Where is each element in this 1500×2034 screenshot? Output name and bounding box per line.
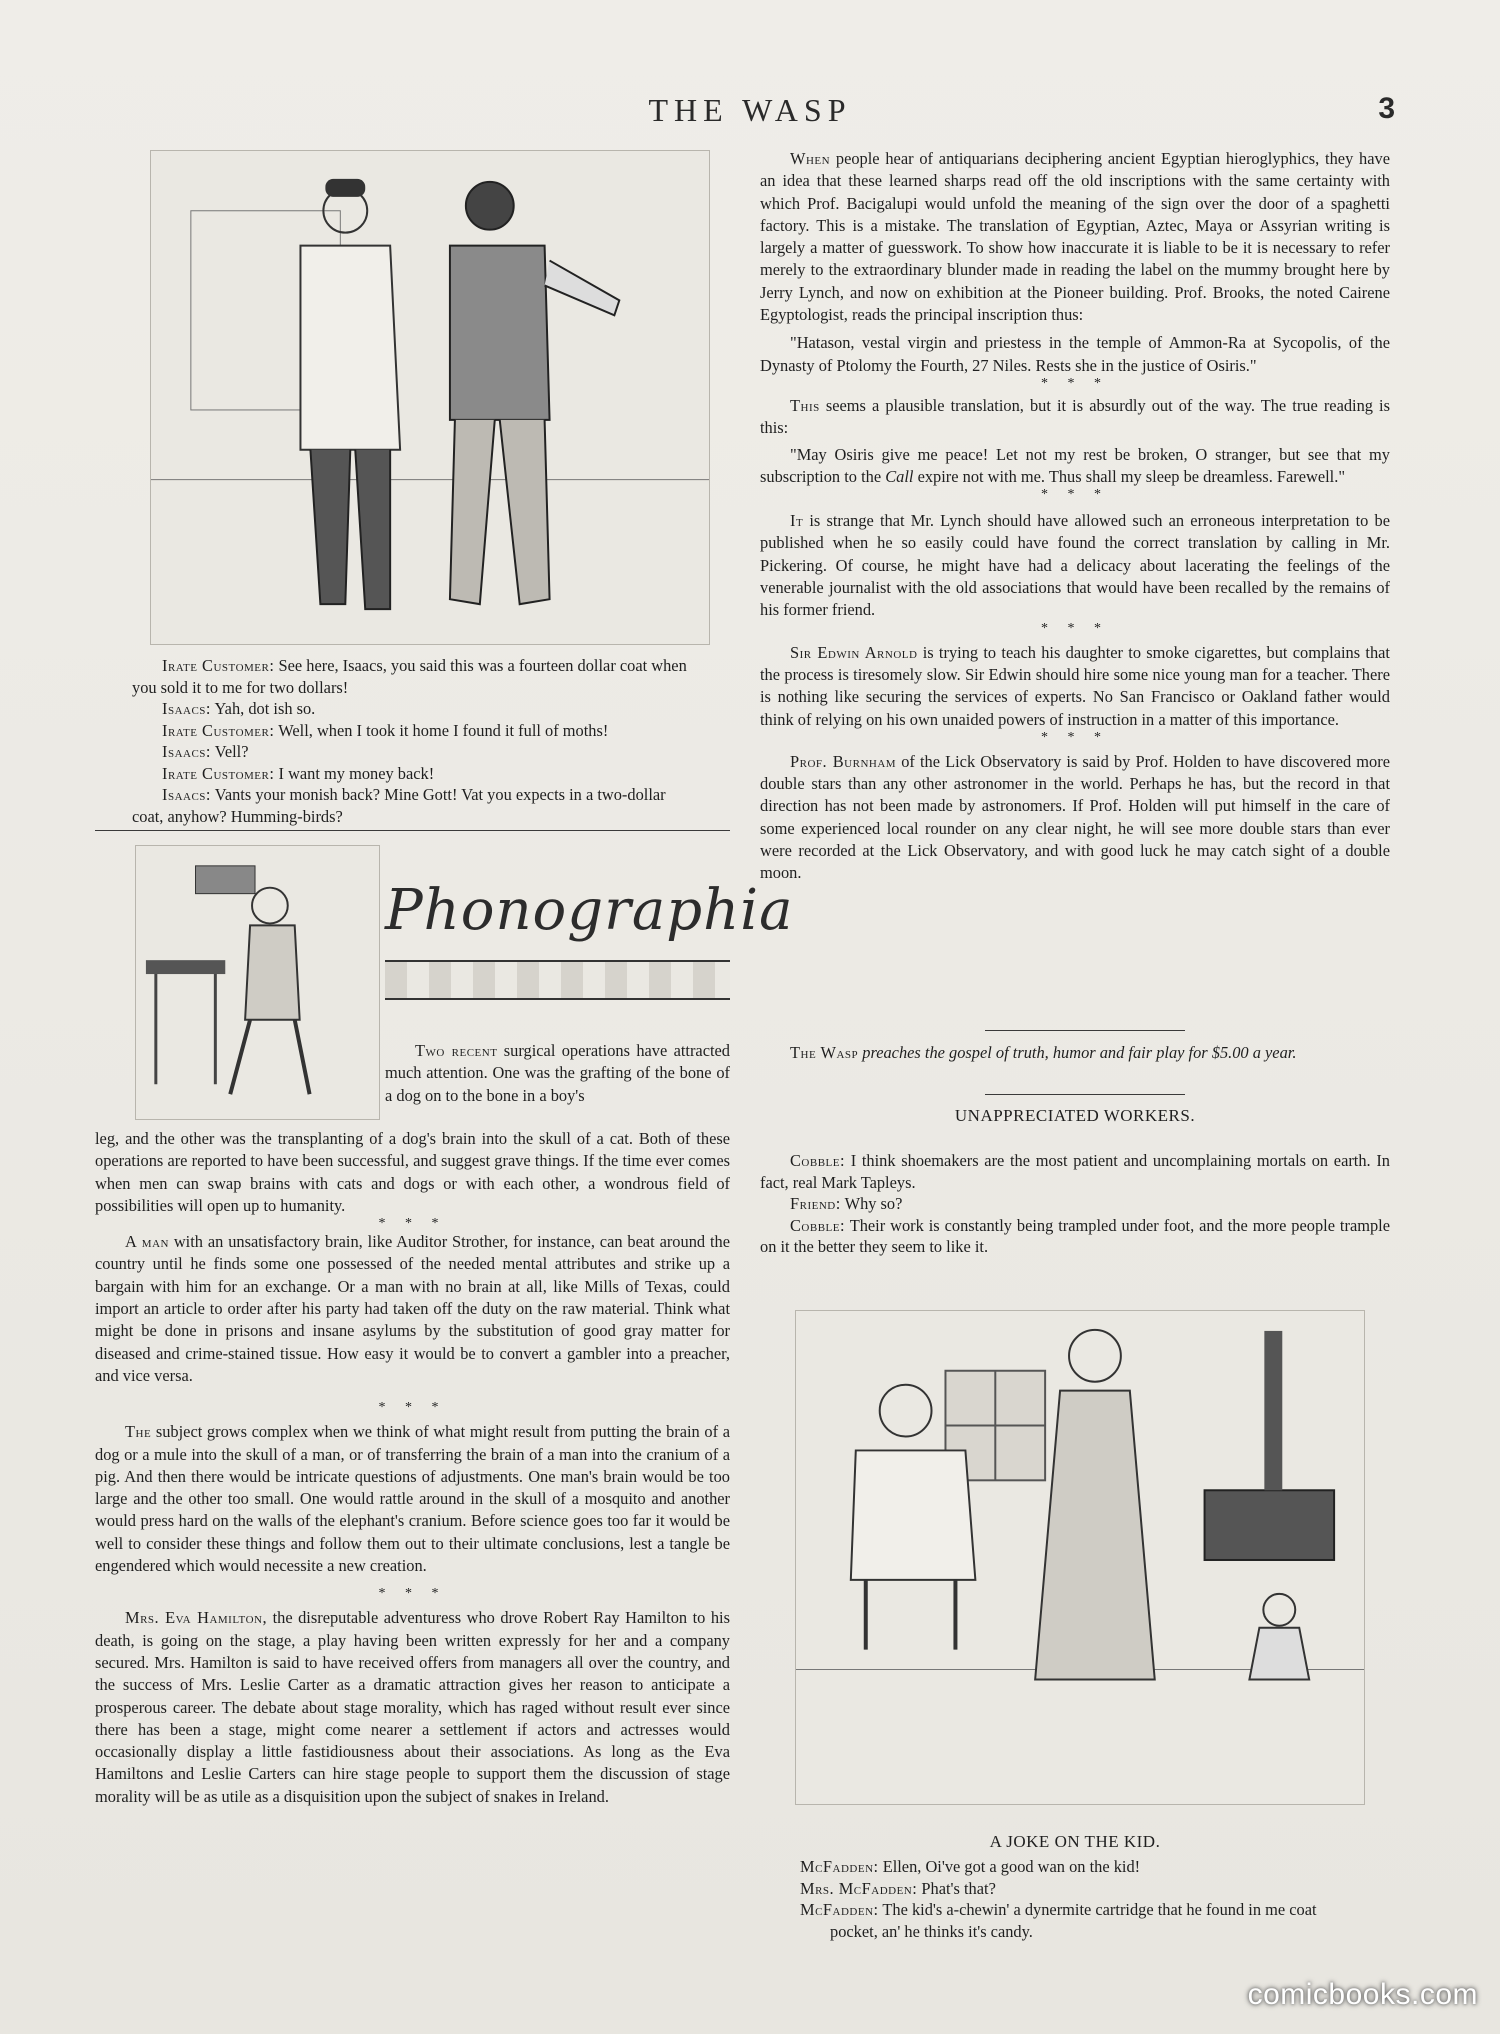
cartoon-customer-caption <box>132 655 692 827</box>
left-column-body <box>95 1128 730 1808</box>
section-stars: * * * <box>378 1400 447 1416</box>
paragraph-grafting: leg, and the other was the transplanting of a dog's brain into the skull of a cat. Both of these operations are reported to have been successful, and suggest grave things. If the time ever comes when men can swap brains with cats and dogs or with each other, a wondrous field of possibilities will open up to humanity. <box>95 1129 730 1215</box>
caption-line: Irate Customer: I want my money back! <box>162 763 435 783</box>
column-divider-rule <box>95 830 730 831</box>
cartoon-drawing <box>151 151 709 644</box>
dialogue-line: Mrs. McFadden: Phat's that? <box>800 1878 996 1898</box>
dialogue-line: McFadden: Ellen, Oi've got a good wan on the kid! <box>800 1857 1141 1876</box>
caption-line: Isaacs: Vants your monish back? Mine Gott! Vat you expects in a two-dollar coat, anyhow? Humming-birds? <box>132 785 666 826</box>
phonographia-header-illustration <box>135 845 380 1120</box>
quote-hatason: "Hatason, vestal virgin and priestess in the temple of Ammon-Ra at Sycopolis, of the Dynasty of Ptolomy the Fourth, 27 Niles. Rests she in the justice of Osiris." <box>760 333 1390 375</box>
paragraph-eva-hamilton: Mrs. Eva Hamilton, the disreputable adventuress who drove Robert Ray Hamilton to his death, is going on the stage, a play having been written expressly for her and a company secured. Mrs. Hamilton is said to have received offers from managers all over the country, and the success of Mrs. Leslie Carter as a dramatic attraction gives her reason to anticipate a prosperous career. The debate about stage morality, which has raged without result ever since there has been a stage, might come nearer a settlement if actors and actresses would occasionally display a little fastidiousness about their associations. As long as the Eva Hamiltons and Leslie Carters can hire stage people to support them the discussion of stage morality will be as utile as a disquisition upon the subject of snakes in Ireland. <box>95 1608 730 1806</box>
dialogue-line: McFadden: The kid's a-chewin' a dynermite cartridge that he found in me coat pocket, an' he thinks it's candy. <box>800 1900 1317 1941</box>
paragraph-brain-exchange: A man with an unsatisfactory brain, like Auditor Strother, for instance, can beat around the country until he finds some one possessed of the needed mental attributes and strike up a bargain with him for an exchange. Or a man with no brain at all, like Mills of Texas, could import an article to order after his party had taken off the duty on the raw material. Think what might be done in prisons and insane asylums by the substitution of good gray matter for diseased and crime-stained tissue. How easy it would be to convert a gambler into a preacher, and vice versa. <box>95 1232 730 1385</box>
caption-line: Isaacs: Yah, dot ish so. <box>162 699 316 718</box>
paragraph-edwin-arnold: Sir Edwin Arnold is trying to teach his daughter to smoke cigarettes, but complains that the process is tiresomely slow. Sir Edwin should hire some nice young man for a teacher. There is nothing like securing the services of experts. No San Francisco or Oakland father would think of relying on his own unaided powers of instruction in a matter of this importance. <box>760 642 1390 729</box>
dialogue-line: Cobble: I think shoemakers are the most patient and uncomplaining mortals on earth. In fact, real Mark Tapleys. <box>760 1151 1390 1192</box>
site-watermark: comicbooks.com <box>1247 1978 1478 2011</box>
caption-line: Irate Customer: See here, Isaacs, you said this was a fourteen dollar coat when you sold it to me for two dollars! <box>132 656 687 697</box>
section-stars: * * * <box>1041 375 1109 391</box>
paragraph-burnham: Prof. Burnham of the Lick Observatory is said by Prof. Holden to have discovered more double stars than any other astronomer in the world. Perhaps he has, but the record in that direction has not been made by astronomers. If Prof. Holden will put himself in the care of some experienced local rounder on any clear night, he will see more double stars than ever were recorded at the Lick Observatory, and with good luck he may catch sight of a double moon. <box>760 751 1390 883</box>
section-stars: * * * <box>1041 620 1109 636</box>
phonographia-intro-indented: Two recent surgical operations have attracted much attention. One was the grafting of the bone of a dog on to the bone in a boy's <box>385 1041 731 1105</box>
quote-osiris: "May Osiris give me peace! Let not my rest be broken, O stranger, but see that my subscription to the Call expire not with me. Thus shall my sleep be dreamless. Farewell." <box>760 444 1390 486</box>
paragraph-egyptian: When people hear of antiquarians deciphering ancient Egyptian hieroglyphics, they have an idea that these learned sharps read off the old inscriptions with the same certainty with which Prof. Bacigalupi would unfold the meaning of the sign over the door of a spaghetti factory. This is a mistake. The translation of Egyptian, Aztec, Maya or Assyrian writing is largely a matter of guesswork. To show how inaccurate it is liable to be it is necessary to refer merely to the extraordinary blunder made in reading the label on the mummy brought here by Jerry Lynch, and now on exhibition at the Pioneer building. Prof. Brooks, the noted Cairene Egyptologist, reads the principal inscription thus: <box>760 149 1390 325</box>
masthead-title: THE WASP <box>648 92 852 128</box>
section-stars: * * * <box>378 1216 447 1232</box>
page-number: 3 <box>1378 92 1395 125</box>
subscription-promo: The Wasp preaches the gospel of truth, humor and fair play for $5.00 a year. <box>790 1043 1297 1062</box>
heading-unappreciated-workers: UNAPPRECIATED WORKERS. <box>954 1106 1196 1125</box>
phonograph-listener-drawing <box>136 846 379 1119</box>
section-stars: * * * <box>1041 729 1109 745</box>
caption-line: Irate Customer: Well, when I took it home I found it full of moths! <box>162 720 609 740</box>
paragraph-complex: The subject grows complex when we think of what might result from putting the brain of a dog or a mule into the skull of a man, or of transferring the brain of a man into the cranium of a pig. And then there would be intricate questions of adjustments. One man's brain would be too large and the other too small. One would rattle around in the skull of a mosquito and another would press hard on the walls of the elephant's cranium. Before science goes too far it would be well to consider these things and follow them out to their ultimate conclusions, lest a tangle be engendered which would necessite a new creation. <box>95 1422 730 1576</box>
heading-joke-on-the-kid: A JOKE ON THE KID. <box>989 1832 1161 1851</box>
dialogue-line: Friend: Why so? <box>790 1194 903 1213</box>
column-title-phonographia: Phonographia <box>385 878 794 943</box>
promo-rule-top <box>985 1030 1185 1031</box>
joke-dialogue <box>800 1856 1360 1942</box>
cartoon-mcfadden-kitchen <box>795 1310 1365 1805</box>
dialogue-line: Cobble: Their work is constantly being trampled under foot, and the more people trample on it the better they seem to like it. <box>760 1215 1390 1256</box>
promo-rule-bottom <box>985 1094 1185 1095</box>
caption-line: Isaacs: Vell? <box>162 742 249 761</box>
paragraph-lynch: It is strange that Mr. Lynch should have allowed such an erroneous interpretation to be published when he so easily could have found the correct translation by calling in Mr. Pickering. Of course, he might have had a delicacy about lacerating the feelings of the venerable journalist with the old associations that would have been recalled by the remains of his former friend. <box>760 511 1390 620</box>
cartoon-customer-and-isaacs <box>150 150 710 645</box>
section-stars: * * * <box>1041 487 1109 503</box>
kitchen-scene-drawing <box>796 1311 1364 1804</box>
right-column-body <box>760 148 1390 885</box>
ornamental-band <box>385 960 730 1000</box>
paragraph-true-reading: This seems a plausible translation, but it is absurdly out of the way. The true reading is this: <box>760 395 1390 438</box>
workers-dialogue <box>760 1150 1390 1258</box>
section-stars: * * * <box>378 1586 447 1602</box>
